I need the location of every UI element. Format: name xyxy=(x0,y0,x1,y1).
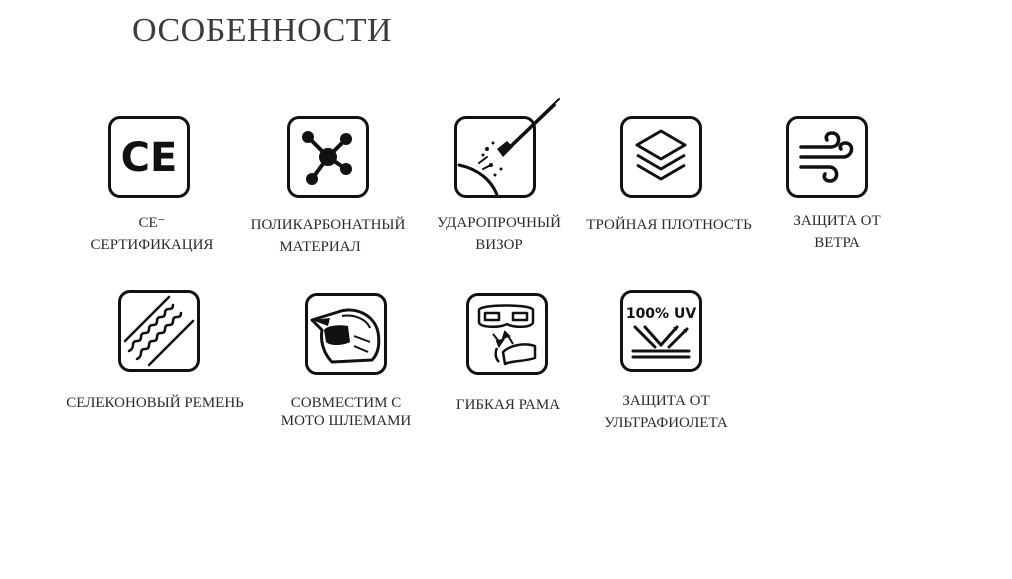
layers-icon xyxy=(620,116,702,198)
ce-mark-icon xyxy=(108,116,190,198)
feature-label: УДАРОПРОЧНЫЙ ВИЗОР xyxy=(437,215,561,253)
page-title: ОСОБЕННОСТИ xyxy=(132,12,393,49)
impact-visor-icon xyxy=(454,116,536,198)
wind-icon xyxy=(786,116,868,198)
feature-label: СОВМЕСТИМ С МОТО ШЛЕМАМИ xyxy=(280,395,412,429)
flexible-frame-icon xyxy=(466,293,548,375)
uv-protection-icon xyxy=(620,290,702,372)
feature-label: ЗАЩИТА ОТ УЛЬТРАФИОЛЕТА xyxy=(604,393,728,431)
feature-label: CE⁻ СЕРТИФИКАЦИЯ xyxy=(90,215,214,253)
uv-text: 100% UV xyxy=(625,306,697,322)
feature-label: ГИБКАЯ РАМА xyxy=(455,397,561,413)
feature-label: СЕЛЕКОНОВЫЙ РЕМЕНЬ xyxy=(66,395,244,411)
svg-text:CE: CE xyxy=(120,135,178,181)
feature-label: ПОЛИКАРБОНАТНЫЙ МАТЕРИАЛ xyxy=(250,217,406,255)
molecule-icon xyxy=(287,116,369,198)
feature-label: ТРОЙНАЯ ПЛОТНОСТЬ xyxy=(586,217,752,233)
feature-label: ЗАЩИТА ОТ ВЕТРА xyxy=(793,213,881,251)
moto-helmet-icon xyxy=(305,293,387,375)
silicone-strap-icon xyxy=(118,290,200,372)
